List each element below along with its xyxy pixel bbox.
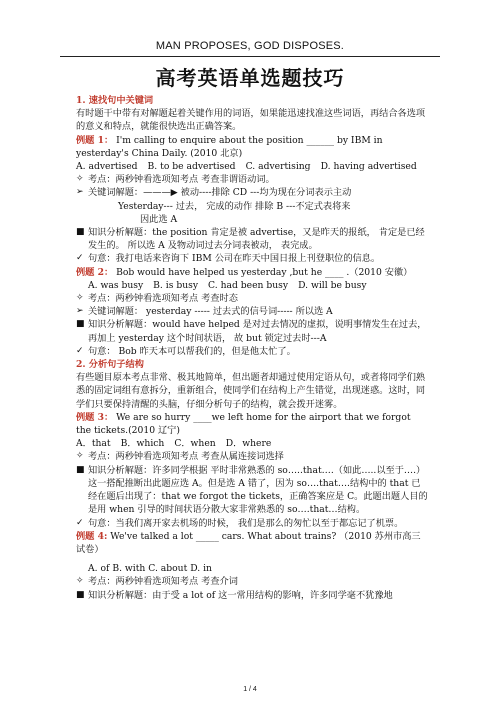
running-header: MAN PROPOSES, GOD DISPOSES.: [155, 40, 345, 52]
knowledge-line: [76, 226, 428, 252]
example-label: 例题 1：: [76, 134, 114, 146]
document-body: [76, 94, 428, 602]
example-2-options: [76, 279, 428, 292]
translation-line: [76, 252, 428, 265]
example-1-options: [76, 160, 428, 173]
option: B．which: [120, 438, 165, 450]
section-intro-2: 有些题目原本考点非常、极其地简单，但出题者却通过使用定语从句，或者将同学们熟悉的固定词组有意拆分，重新组合，使同学们在结构上产生错觉，出现迷惑。这时，同学们只要保持清醒的头脑，仔细分析句子的结构，就会拨开迷雾。: [76, 372, 426, 410]
question-text: Bob would have helped us yesterday ,but he ____ .（2010 安徽）: [116, 266, 413, 278]
section-heading-2: 2. 分析句子结构: [76, 359, 144, 371]
translation-text: 句意：我打电话来咨询下 IBM 公司在昨天中国日报上刊登职位的信息。: [88, 253, 381, 265]
square-bullet-icon: ■: [76, 319, 85, 330]
point-text: 考点：两秒钟看选项知考点 考查非谓语动词。: [88, 174, 275, 186]
translation-text: 句意： Bob 昨天本可以帮我们的，但是他太忙了。: [88, 345, 296, 357]
arrow-bullet-icon: ➢: [76, 187, 84, 198]
diamond-icon: ✧: [76, 293, 84, 304]
example-3-options: [76, 437, 428, 450]
keyword-text: 关键词解题： yesterday ----- 过去式的信号词----- 所以选 A: [88, 306, 333, 318]
point-line: [76, 292, 428, 305]
example-3-question: [76, 411, 428, 437]
translation-line: [76, 517, 428, 530]
keyword-text: 关键词解题：———▶ 被动----排除 CD ---均为现在分词表示主动: [88, 187, 352, 199]
example-1-question: [76, 134, 428, 160]
example-label: 例题 3：: [76, 411, 114, 423]
option: B. to be advertised: [147, 161, 236, 173]
point-line: [76, 450, 428, 463]
point-text: 考点：两秒钟看选项知考点 考查时态: [88, 293, 238, 305]
example-4-options: A. of B. with C. about D. in: [88, 563, 212, 575]
diamond-icon: ✧: [76, 451, 84, 462]
option: A. advertised: [76, 161, 138, 173]
option: C. advertising: [245, 161, 311, 173]
knowledge-text: 知识分析解题：许多同学根据 平时非常熟悉的 so…..that….（如此…..以至于….）这一搭配推断出此题应选 A。但是选 A 错了，因为 so….that….结构中的 that 已经在题后出现了：that we forgot the tickets，正确答案应是 C。此题出题人目的是用 when 引导的时间状语分散大家非常熟悉的 so….that…结构。: [88, 464, 428, 516]
knowledge-text: 知识分析解题：the position 肯定是被 advertise，又是昨天的报纸， 肯定是已经发生的。 所以选 A 及物动词过去分词表被动， 表完成。: [88, 227, 425, 252]
option: B. is busy: [153, 279, 199, 291]
page-title: 高考英语单选题技巧: [155, 66, 345, 90]
option: D. will be busy: [298, 279, 367, 291]
point-text: 考点：两秒钟看选项知考点 考查从属连接词选择: [88, 451, 284, 463]
keyword-conclusion: 因此选 A: [140, 213, 178, 225]
example-2-question: [76, 266, 428, 279]
square-bullet-icon: ■: [76, 227, 85, 238]
question-text: We are so hurry ____we left home for the airport that we forgot the tickets.(2010 辽宁): [76, 411, 411, 437]
check-icon: ✓: [76, 253, 84, 264]
option: D. having advertised: [320, 161, 417, 173]
page-number: 1 / 4: [243, 686, 257, 693]
section-intro-1: 有时题干中带有对解题起着关键作用的词语，如果能迅速找准这些词语，再结合各选项的意义和特点，就能很快选出正确答案。: [76, 108, 426, 133]
option: D．where: [225, 438, 272, 450]
section-heading-1: 1. 速找句中关键词: [76, 95, 154, 106]
translation-line: [76, 345, 428, 358]
question-text: I'm calling to enquire about the position ______ by IBM in yesterday's China Daily. (2010 北京): [76, 134, 383, 159]
example-label: 例题 4:: [76, 530, 108, 542]
header-rule: [60, 56, 440, 57]
diamond-icon: ✧: [76, 576, 84, 587]
option: A. was busy: [88, 279, 144, 291]
example-label: 例题 2：: [76, 266, 114, 278]
keyword-line: [76, 305, 428, 318]
point-line: [76, 173, 428, 186]
option: C．when: [174, 438, 216, 450]
point-line: [76, 575, 428, 588]
diamond-icon: ✧: [76, 174, 84, 185]
knowledge-line: [76, 589, 428, 602]
check-icon: ✓: [76, 517, 84, 528]
question-text: We've talked a lot _____ cars. What about trains? （2010 苏州市高三试卷）: [76, 530, 421, 555]
example-4-question: [76, 530, 428, 556]
square-bullet-icon: ■: [76, 589, 85, 600]
square-bullet-icon: ■: [76, 464, 85, 475]
knowledge-line: [76, 464, 428, 517]
option: C. had been busy: [208, 279, 289, 291]
keyword-continued: Yesterday--- 过去， 完成的动作 排除 B ---不定式表将来: [118, 200, 351, 212]
translation-text: 句意：当我们离开家去机场的时候， 我们是那么的匆忙以至于都忘记了机票。: [88, 517, 404, 529]
point-text: 考点：两秒钟看选项知考点 考查介词: [88, 576, 238, 588]
keyword-line: [76, 186, 428, 199]
arrow-bullet-icon: ➢: [76, 306, 84, 317]
knowledge-line: [76, 318, 428, 344]
knowledge-text: 知识分析解题：would have helped 是对过去情况的虚拟，说明事情发生在过去， 再加上 yesterday 这个时间状语， 故 but 锁定过去时---A: [88, 319, 427, 344]
knowledge-text: 知识分析解题：由于受 a lot of 这一常用结构的影响，许多同学毫不犹豫地: [88, 589, 393, 601]
check-icon: ✓: [76, 345, 84, 356]
option: A．that: [76, 438, 111, 450]
